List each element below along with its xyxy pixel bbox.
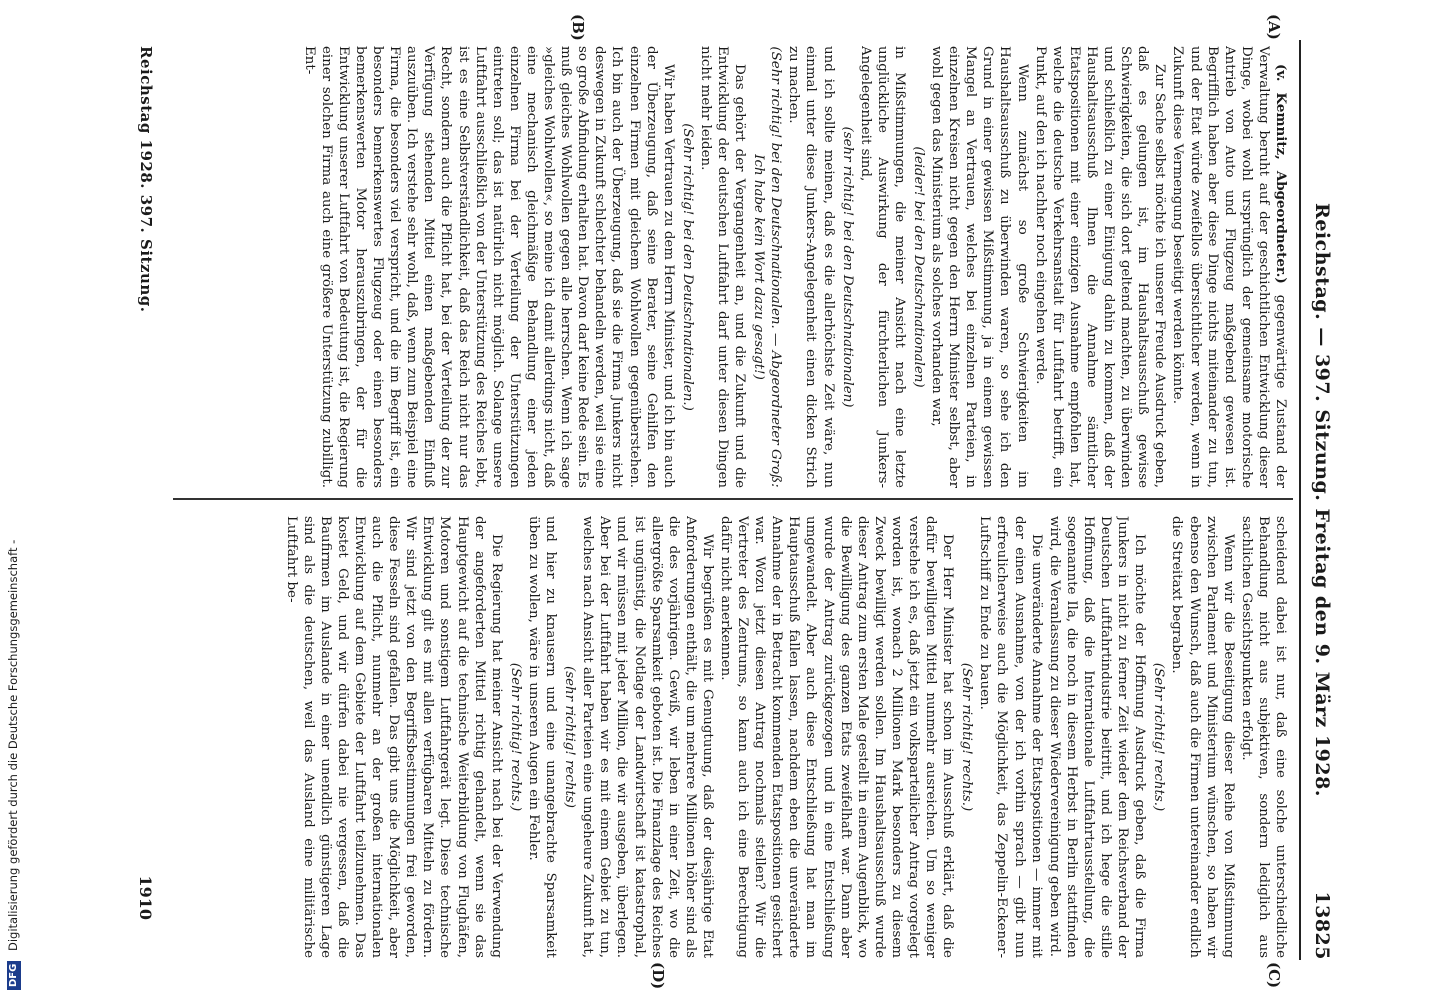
paragraph: [1046, 516, 1149, 958]
paragraph-text: in Mißstimmungen, die meiner Ansicht nach eine letzte unglückliche Auswirkung der fürchterlichen Junkers-Angelegenheit sind,: [857, 46, 907, 488]
paragraph-text: Die Regierung hat meiner Ansicht nach bei der Verwendung der angeforderten Mittel richtig gehandelt, wenn sie das Hauptgewicht auf die technische Weiterbildung von Flughäfen, Motoren und sonstigem Luftfahrgerät legt. Diese technische Entwicklung gilt es mit allen verfügbaren Mitteln zu fördern. Wir sind jetzt von den Begriffsbestimmungen frei geworden, diese Fesseln sind gefallen. Das gibt uns die Möglichkeit, aber auch die Pflicht, nunmehr an der großen internationalen Entwicklung auf dem Gebiete der Luftfahrt teilzunehmen. Das kostet Geld, und wir dürfen dabei nie vergessen, daß die Baufirmen im Auslande in einer unendlich günstigeren Lage sind als die deutschen, weil das Ausland eine militärische Luftfahrt be-: [283, 516, 504, 958]
paragraph: [717, 516, 956, 958]
paragraph-text: und hier zu knausern und eine unangebrachte Sparsamkeit üben zu wollen, wäre in unseren Augen ein Fehler.: [525, 516, 559, 958]
paragraph: [697, 46, 748, 488]
header-title: Reichstag. — 397. Sitzung. Freitag den 9. März 1928.: [1311, 203, 1333, 797]
margin-marker-d: (D): [649, 962, 667, 990]
paragraph-text: Wir begrüßen es mit Genugtuung, daß der diesjährige Etat Anforderungen enthält, die um mehrere Millionen höher sind als die des vorjährigen. Gewiß, wir leben in einer Zeit, wo die allergrößte Sparsamkeit geboten ist. Die Finanzlage des Reiches ist ungünstig, die Notlage der Landwirtschaft ist katastrophal, und wir müssen mit jeder Million, die wir ausgeben, überlegen. Aber bei der Luftfahrt haben wir es mit einem Gebiet zu tun, welches nach Ansicht aller Parteien eine ungeheure Zukunft hat,: [580, 516, 715, 958]
paragraph: [976, 516, 1044, 958]
interjection: (Sehr richtig! bei den Deutschnationalen. — Abgeordneter Groß: Ich habe kein Wort dazu gesagt!): [751, 46, 784, 488]
paragraph-text: gegenwärtige Zustand der Verwaltung beruht auf der geschichtlichen Entwicklung dieser Dinge, wobei wohl ursprünglich der gemeinsame motorische Antrieb von Auto und Flugzeug maßgebend gewesen ist. Begrifflich haben aber diese Dinge nichts miteinander zu tun, und der Etat würde zweifellos übersichtlicher werden, wenn in Zukunft diese Vermengung beseitigt werden könnte.: [1170, 46, 1288, 488]
margin-marker-c: (C): [1265, 962, 1283, 989]
digitization-credit: [2, 0, 24, 1000]
paragraph-text: und ich sollte meinen, daß es die allerhöchste Zeit wäre, nun einmal unter diese Junkers-Angelegenheit einen dicken Strich zu machen.: [786, 46, 836, 488]
interjection: (sehr richtig! rechts): [562, 666, 578, 808]
paragraph-text: Wenn zunächst so große Schwierigkeiten im Haushaltsausschuß zu überwinden waren, so sehe ich den Grund in einer gewissen Mißstimmung, ja in einem gewissen Mangel an Vertrauen, welches bei einzelnen Parteien, in einzelnen Kreisen nicht gegen den Herrn Minister selbst, aber wohl gegen das Ministerium als solches vorhanden war,: [929, 46, 1030, 488]
paragraph-text: scheidend dabei ist nur, daß eine solche unterschiedliche Behandlung nicht aus subjektiven, sondern lediglich aus sachlichen Gesichtspunkten erfolgt.: [1238, 516, 1288, 958]
interjection: (Sehr richtig! rechts.): [507, 662, 523, 812]
interjection: (sehr richtig! bei den Deutschnationalen): [839, 126, 855, 408]
paragraph-text: Der Herr Minister hat schon im Ausschuß erklärt, daß die dafür bewilligten Mittel nunmehr ausreichen. Um so weniger verstehe ich es, daß jetzt ein volksparteilicher Antrag vorgelegt worden ist, wonach 2 Millionen Mark besonders zu diesem Zweck bewilligt werden sollen. Im Haushaltsausschuß wurde dieser Antrag zum ersten Male gestellt in einem Augenblick, wo die Bewilligung des ganzen Etats zweifelhaft war. Dann aber wurde der Antrag zurückgezogen und in eine Entschließung umgewandelt. Aber auch diese Entschließung hat man im Hauptausschuß fallen lassen, nachdem eben die unveränderte Annahme der in Betracht kommenden Etatspositionen gesichert war. Wozu jetzt diesen Antrag nochmals stellen? Wir die Vertreter des Zentrums, so kann auch ich eine Berechtigung dafür nicht anerkennen.: [718, 516, 956, 958]
interjection: (Sehr richtig! rechts.): [1151, 662, 1167, 812]
footer-session: Reichstag 1928. 397. Sitzung.: [137, 46, 155, 313]
paragraph: [283, 516, 505, 958]
paragraph: [525, 516, 559, 958]
interjection: (leider! bei den Deutschnationalen): [911, 146, 927, 388]
page-number: 13825: [1311, 891, 1333, 960]
paragraph: [1168, 516, 1236, 958]
paragraph: [301, 46, 677, 488]
dfg-logo-icon: DFG: [7, 961, 21, 990]
paragraph-text: Ich möchte der Hoffnung Ausdruck geben, daß die Firma Junkers in nicht zu ferner Zeit wieder dem Reichsverband der Deutschen Luftfahrtindustrie beitritt, und ich hege die stille Hoffnung, daß die Internationale Luftfahrtausstellung, die sogenannte Ila, die noch in diesem Herbst in Berlin stattfinden wird, die Veranlassung zu dieser Wiedervereinigung geben wird.: [1046, 516, 1148, 958]
footer-number: 1910: [136, 875, 155, 920]
scanned-page: [67, 0, 1367, 1000]
paragraph: [1238, 516, 1289, 958]
margin-marker-b: (B): [569, 14, 587, 41]
interjection: (Sehr richtig! bei den Deutschnationalen.): [679, 123, 695, 411]
credit-text: Digitalisierung gefördert durch die Deutsche Forschungsgemeinschaft -: [6, 539, 20, 951]
paragraph: [857, 46, 908, 488]
paragraph: [1169, 46, 1289, 488]
speaker-name: (v. Kemnitz, Abgeordneter.): [1273, 64, 1289, 295]
column-divider: [173, 498, 1293, 500]
paragraph-text: Wir haben Vertrauen zu dem Herrn Minister, und ich bin auch der Überzeugung, daß seine Berater, seine Gehilfen den einzelnen Firmen mit gleichem Wohlwollen gegenüberstehen. Ich bin auch der Überzeugung, daß sie die Firma Junkers nicht deswegen in Zukunft schlechter behandeln werden, weil sie eine so große Abfindung erhalten hat. Davon darf keine Rede sein. Es muß gleiches Wohlwollen gegen alle herrschen. Wenn ich sage »gleiches Wohlwollen«, so meine ich damit allerdings nicht, daß eine mechanisch gleichmäßige Behandlung einer jeden einzelnen Firma bei der Verteilung der Unterstützungen eintreten soll; das ist natürlich nicht möglich. Solange unsere Luftfahrt ausschließlich von der Unterstützung des Reiches lebt, ist es eine Selbstverständlichkeit, daß das Reich nicht nur das Recht, sondern auch die Pflicht hat, bei der Verteilung der zur Verfügung stehenden Mittel einen maßgebenden Einfluß auszuüben. Ich verstehe sehr wohl, daß, wenn zum Beispiel eine Firma, die besonders viel verspricht, und die im Begriff ist, ein besonders bemerkenswertes Flugzeug oder einen besonders bemerkenswerten Motor herauszubringen, der für die Entwicklung unserer Luftfahrt von Bedeutung ist, die Regierung einer solchen Firma auch eine größere Unterstützung zubilligt. Ent-: [301, 46, 676, 488]
paragraph-text: Das gehört der Vergangenheit an, und die Zukunft und die Entwicklung der deutschen Luftfahrt darf unter diesen Dingen nicht mehr leiden.: [697, 46, 748, 488]
interjection: (Sehr richtig! rechts.): [959, 662, 975, 812]
paragraph-text: Zur Sache selbst möchte ich unserer Freude Ausdruck geben, daß es gelungen ist, im Haushaltsausschuß gewisse Schwierigkeiten, die sich dort geltend machten, zu überwinden und schließlich zu einer Einigung dahin zu kommen, daß der Haushaltsausschuß Ihnen die Annahme sämtlicher Etatspositionen mit einer einzigen Ausnahme empfohlen hat, welche die deutsche Verkehrsanstalt für Luftfahrt betrifft, ein Punkt, auf den ich nachher noch eingehen werde.: [1032, 46, 1168, 488]
right-column: [169, 516, 1289, 958]
paragraph: [579, 516, 716, 958]
margin-marker-a: (A): [1265, 14, 1283, 40]
header-rule: [1299, 40, 1301, 960]
paragraph-text: Die unveränderte Annahme der Etatspositionen — immer mit der einen Ausnahme, von der ich vorhin sprach — gibt nun erfreulicherweise auch die Möglichkeit, das Zeppelin-Eckener-Luftschiff zu Ende zu bauen.: [977, 516, 1044, 958]
paragraph-text: Wenn wir die Beseitigung dieser Reihe von Mißstimmung zwischen Parlament und Ministerium wünschen, so haben wir ebenso den Wunsch, daß auch die Firmen untereinander endlich die Streitaxt begraben.: [1169, 516, 1236, 958]
left-column: [169, 46, 1289, 488]
paragraph: [928, 46, 1031, 488]
paragraph: [1032, 46, 1169, 488]
paragraph: [785, 46, 836, 488]
page-header: [1303, 40, 1333, 960]
